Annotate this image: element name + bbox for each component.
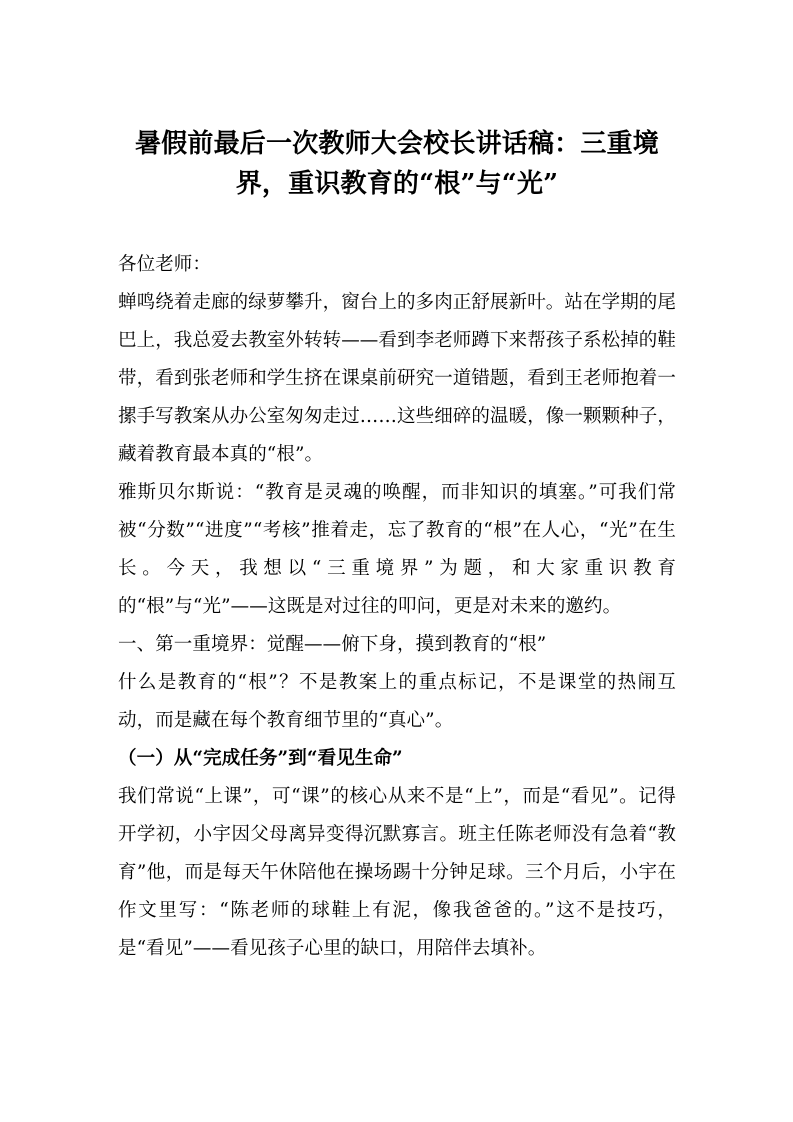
- document-content: [118, 0, 676, 968]
- xiaoyu-story-paragraph: 我们常说“上课”，可“课”的核心从来不是“上”，而是“看见”。记得开学初，小宇因父母离异变得沉默寡言。班主任陈老师没有急着“教育”他，而是每天午休陪他在操场踢十分钟足球。三个月后，小宇在作文里写：“陈老师的球鞋上有泥，像我爸爸的。”这不是技巧，是“看见”——看见孩子心里的缺口，用陪伴去填补。: [118, 786, 676, 959]
- salutation-paragraph: 各位老师：: [118, 254, 212, 275]
- jaspers-quote-paragraph: 雅斯贝尔斯说：“教育是灵魂的唤醒，而非知识的填塞。”可我们常被“分数”“进度”“考核”推着走，忘了教育的“根”在人心，“光”在生长。今天，我想以“三重境界”为题，和大家重识教育的“根”与“光”——这既是对过往的叩问，更是对未来的邀约。: [118, 482, 676, 617]
- what-is-root-paragraph: 什么是教育的“根”？不是教案上的重点标记，不是课堂的热闹互动，而是藏在每个教育细节里的“真心”。: [118, 672, 676, 731]
- opening-paragraph: 蝉鸣绕着走廊的绿萝攀升，窗台上的多肉正舒展新叶。站在学期的尾巴上，我总爱去教室外转转——看到李老师蹲下来帮孩子系松掉的鞋带，看到张老师和学生挤在课桌前研究一道错题，看到王老师抱着一摞手写教案从办公室匆匆走过……这些细碎的温暖，像一颗颗种子，藏着教育最本真的“根”。: [118, 292, 677, 465]
- section-heading-first-realm: 一、第一重境界：觉醒——俯下身，摸到教育的“根”: [118, 634, 547, 655]
- subsection-heading-see-life: （一）从“完成任务”到“看见生命”: [118, 748, 403, 769]
- page-title: 暑假前最后一次教师大会校长讲话稿：三重境界，重识教育的“根”与“光”: [134, 129, 659, 199]
